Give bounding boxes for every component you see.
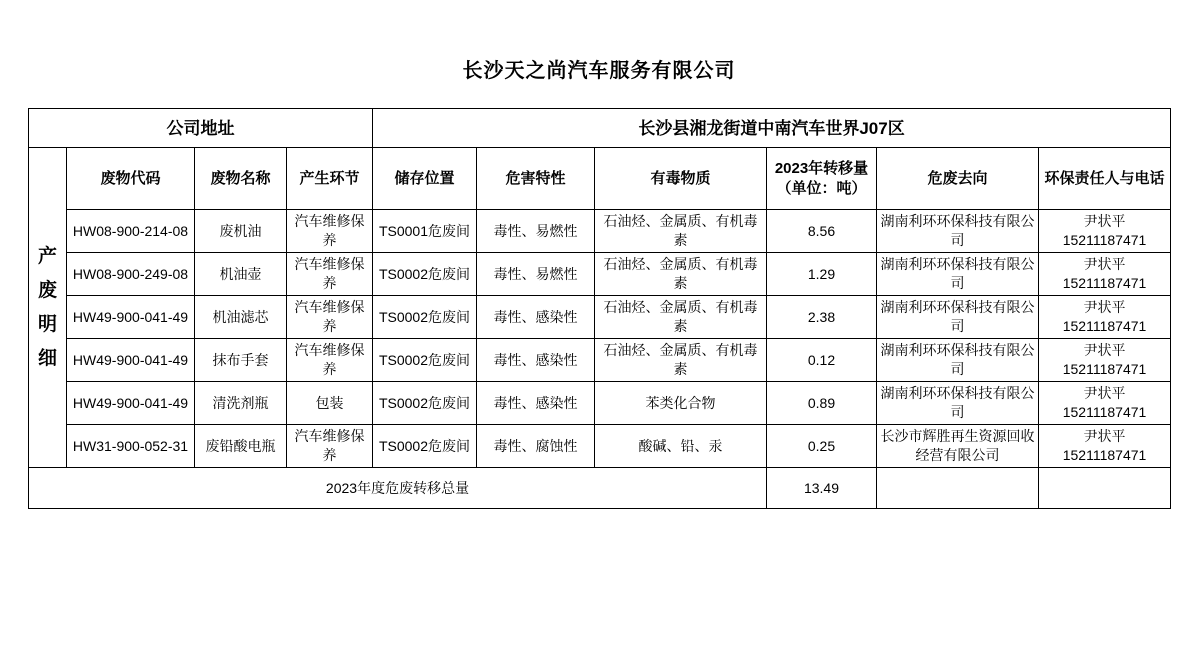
cell-contact	[1039, 339, 1171, 382]
cell-hazard-trait: 毒性、腐蚀性	[477, 425, 595, 468]
company-address-row	[29, 109, 1171, 148]
cell-destination: 湖南利环环保科技有限公司	[877, 210, 1039, 253]
contact-name: 尹状平	[1083, 428, 1126, 444]
total-amount: 13.49	[767, 468, 877, 509]
cell-transfer-amount: 2.38	[767, 296, 877, 339]
col-header-waste-code: 废物代码	[67, 148, 195, 210]
cell-contact	[1039, 210, 1171, 253]
cell-transfer-amount: 0.25	[767, 425, 877, 468]
cell-waste-code: HW08-900-249-08	[67, 253, 195, 296]
table-row	[29, 425, 1171, 468]
contact-name: 尹状平	[1083, 213, 1126, 229]
contact-phone: 15211187471	[1062, 447, 1147, 463]
table-header-row	[29, 148, 1171, 210]
cell-contact	[1039, 296, 1171, 339]
col-header-hazard-trait: 危害特性	[477, 148, 595, 210]
table-row	[29, 253, 1171, 296]
cell-toxic-substance: 石油烃、金属质、有机毒素	[595, 339, 767, 382]
cell-toxic-substance: 石油烃、金属质、有机毒素	[595, 296, 767, 339]
cell-hazard-trait: 毒性、易燃性	[477, 210, 595, 253]
cell-destination: 湖南利环环保科技有限公司	[877, 382, 1039, 425]
total-row	[29, 468, 1171, 509]
total-label: 2023年度危废转移总量	[29, 468, 767, 509]
table-row	[29, 339, 1171, 382]
cell-hazard-trait: 毒性、感染性	[477, 296, 595, 339]
hazardous-waste-table	[28, 108, 1171, 509]
cell-hazard-trait: 毒性、易燃性	[477, 253, 595, 296]
contact-name: 尹状平	[1083, 342, 1126, 358]
contact-phone: 15211187471	[1062, 404, 1147, 420]
contact-name: 尹状平	[1083, 256, 1126, 272]
cell-waste-name: 机油壶	[195, 253, 287, 296]
col-header-production-stage: 产生环节	[287, 148, 373, 210]
side-label-text: 产废明细	[37, 245, 57, 369]
cell-contact	[1039, 382, 1171, 425]
contact-name: 尹状平	[1083, 385, 1126, 401]
cell-production-stage: 包装	[287, 382, 373, 425]
contact-phone: 15211187471	[1062, 232, 1147, 248]
company-address-label: 公司地址	[29, 109, 373, 148]
cell-storage-location: TS0002危废间	[373, 296, 477, 339]
col-header-contact: 环保责任人与电话	[1039, 148, 1171, 210]
cell-transfer-amount: 0.89	[767, 382, 877, 425]
cell-transfer-amount: 8.56	[767, 210, 877, 253]
cell-storage-location: TS0002危废间	[373, 425, 477, 468]
cell-storage-location: TS0002危废间	[373, 382, 477, 425]
col-header-transfer-amount	[767, 148, 877, 210]
cell-toxic-substance: 石油烃、金属质、有机毒素	[595, 210, 767, 253]
cell-production-stage: 汽车维修保养	[287, 296, 373, 339]
col-header-destination: 危废去向	[877, 148, 1039, 210]
cell-destination: 湖南利环环保科技有限公司	[877, 253, 1039, 296]
cell-waste-name: 抹布手套	[195, 339, 287, 382]
table-row	[29, 382, 1171, 425]
cell-waste-code: HW49-900-041-49	[67, 339, 195, 382]
cell-hazard-trait: 毒性、感染性	[477, 339, 595, 382]
table-row	[29, 210, 1171, 253]
col-header-waste-name: 废物名称	[195, 148, 287, 210]
contact-phone: 15211187471	[1062, 318, 1147, 334]
cell-production-stage: 汽车维修保养	[287, 425, 373, 468]
cell-transfer-amount: 1.29	[767, 253, 877, 296]
cell-waste-name: 废机油	[195, 210, 287, 253]
cell-destination: 湖南利环环保科技有限公司	[877, 296, 1039, 339]
cell-hazard-trait: 毒性、感染性	[477, 382, 595, 425]
cell-destination: 长沙市辉胜再生资源回收经营有限公司	[877, 425, 1039, 468]
cell-contact	[1039, 425, 1171, 468]
cell-waste-name: 废铅酸电瓶	[195, 425, 287, 468]
contact-phone: 15211187471	[1062, 361, 1147, 377]
page-title: 长沙天之尚汽车服务有限公司	[462, 60, 736, 82]
cell-waste-name: 清洗剂瓶	[195, 382, 287, 425]
cell-production-stage: 汽车维修保养	[287, 210, 373, 253]
cell-waste-code: HW31-900-052-31	[67, 425, 195, 468]
cell-toxic-substance: 苯类化合物	[595, 382, 767, 425]
col-header-storage-location: 储存位置	[373, 148, 477, 210]
cell-waste-code: HW08-900-214-08	[67, 210, 195, 253]
cell-toxic-substance: 石油烃、金属质、有机毒素	[595, 253, 767, 296]
cell-production-stage: 汽车维修保养	[287, 253, 373, 296]
col-header-transfer-amount-line2: （单位：吨）	[776, 179, 867, 197]
cell-destination: 湖南利环环保科技有限公司	[877, 339, 1039, 382]
total-contact-empty	[1039, 468, 1171, 509]
cell-production-stage: 汽车维修保养	[287, 339, 373, 382]
cell-toxic-substance: 酸碱、铅、汞	[595, 425, 767, 468]
contact-name: 尹状平	[1083, 299, 1126, 315]
cell-storage-location: TS0001危废间	[373, 210, 477, 253]
side-label-cell	[29, 148, 67, 468]
cell-transfer-amount: 0.12	[767, 339, 877, 382]
company-address-value: 长沙县湘龙街道中南汽车世界J07区	[373, 109, 1171, 148]
table-row	[29, 296, 1171, 339]
col-header-toxic-substance: 有毒物质	[595, 148, 767, 210]
col-header-transfer-amount-line1: 2023年转移量	[774, 159, 869, 177]
cell-contact	[1039, 253, 1171, 296]
contact-phone: 15211187471	[1062, 275, 1147, 291]
cell-waste-name: 机油滤芯	[195, 296, 287, 339]
cell-storage-location: TS0002危废间	[373, 339, 477, 382]
total-destination-empty	[877, 468, 1039, 509]
cell-waste-code: HW49-900-041-49	[67, 382, 195, 425]
cell-waste-code: HW49-900-041-49	[67, 296, 195, 339]
cell-storage-location: TS0002危废间	[373, 253, 477, 296]
